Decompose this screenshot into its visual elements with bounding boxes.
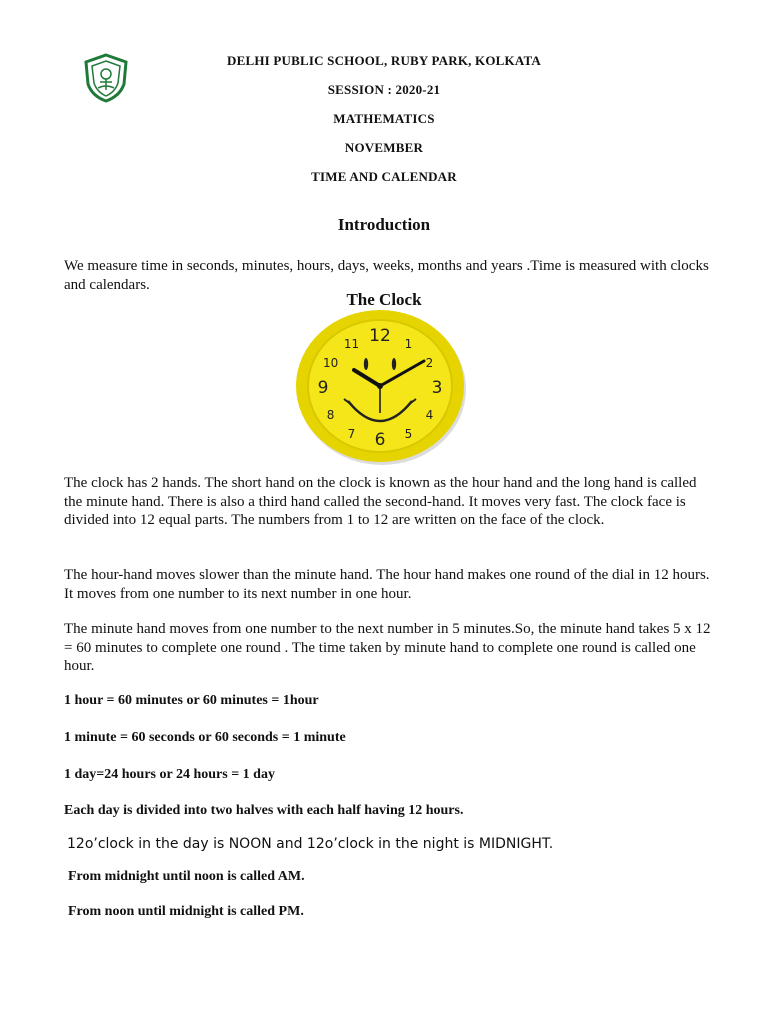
subject-label: MATHEMATICS — [333, 111, 435, 126]
school-name: DELHI PUBLIC SCHOOL, RUBY PARK, KOLKATA — [227, 53, 541, 68]
paragraph-hour-hand: The hour-hand moves slower than the minute hand. The hour hand makes one round of the dial in 12 hours. It moves from one number to its next number in one hour. — [64, 567, 710, 602]
am-line: From midnight until noon is called AM. — [68, 869, 305, 884]
clock-numeral-8: 8 — [326, 408, 335, 422]
clock-numeral-7: 7 — [347, 427, 356, 441]
rule-hour: 1 hour = 60 minutes or 60 minutes = 1hour — [64, 693, 319, 708]
clock-numeral-12: 12 — [369, 326, 391, 346]
pm-line: From noon until midnight is called PM. — [68, 904, 304, 919]
clock-numeral-1: 1 — [404, 337, 413, 351]
clock-numeral-11: 11 — [343, 337, 360, 351]
clock-numeral-3: 3 — [431, 378, 443, 398]
rule-minute: 1 minute = 60 seconds or 60 seconds = 1 minute — [64, 730, 346, 745]
clock-numeral-10: 10 — [322, 356, 339, 370]
intro-heading: Introduction — [337, 215, 431, 234]
clock-numeral-4: 4 — [425, 408, 434, 422]
clock-numeral-9: 9 — [317, 378, 329, 398]
clock-heading: The Clock — [346, 290, 422, 309]
rule-halves: Each day is divided into two halves with each half having 12 hours. — [64, 803, 464, 818]
topic-label: TIME AND CALENDAR — [311, 169, 457, 184]
clock-numeral-2: 2 — [425, 356, 434, 370]
clock-numeral-6: 6 — [374, 430, 386, 450]
month-label: NOVEMBER — [344, 140, 424, 155]
clock-numeral-5: 5 — [404, 427, 413, 441]
intro-text: We measure time in seconds, minutes, hours, days, weeks, months and years .Time is measured with clocks and calendars. — [64, 258, 709, 293]
session-label: SESSION : 2020-21 — [327, 82, 441, 97]
noon-midnight-line: 12o’clock in the day is NOON and 12o’clock in the night is MIDNIGHT. — [67, 836, 554, 852]
paragraph-hands: The clock has 2 hands. The short hand on the clock is known as the hour hand and the long hand is called the minute hand. There is also a third hand called the second-hand. It moves very fast. The clock face is divided into 12 equal parts. The numbers from 1 to 12 are written on the face of the clock. — [64, 475, 697, 528]
paragraph-minute-hand: The minute hand moves from one number to the next number in 5 minutes.So, the minute hand takes 5 x 12 = 60 minutes to complete one round . The time taken by minute hand to complete one round is called one hour. — [64, 621, 711, 674]
rule-day: 1 day=24 hours or 24 hours = 1 day — [64, 767, 275, 782]
clock-illustration — [296, 309, 472, 465]
